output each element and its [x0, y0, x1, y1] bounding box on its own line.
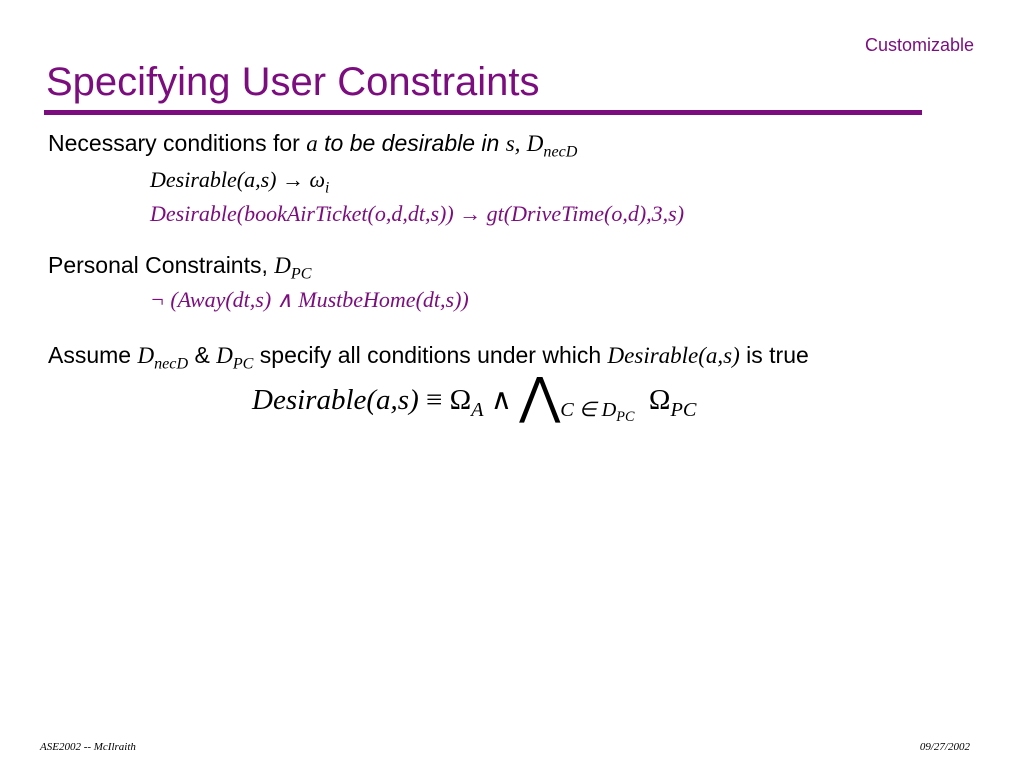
- assume-middle: specify all conditions under which: [253, 342, 608, 368]
- implies-arrow: →: [281, 167, 304, 192]
- dpc-symbol: $D_{PC}$: [274, 253, 312, 283]
- desirable-predicate: Desirable(a,s): [607, 343, 740, 368]
- assume-prefix: Assume: [48, 342, 138, 368]
- personal-intro: Personal Constraints,: [48, 252, 275, 278]
- title-underline: [44, 110, 922, 115]
- formula-lhs: Desirable(a,s): [252, 384, 419, 416]
- and-symbol: ∧: [490, 384, 513, 416]
- necessary-conditions-line: [48, 130, 578, 161]
- necd-symbol: $D_{necD}$: [526, 131, 578, 161]
- main-formula: [252, 368, 697, 426]
- big-conjunction: $⋀_{C \in D_{PC}}$: [519, 368, 635, 426]
- dpc-symbol: $D_{PC}$: [216, 343, 254, 373]
- necd-symbol: $D_{necD}$: [137, 343, 189, 373]
- personal-constraints-line: [48, 252, 312, 283]
- assume-suffix: is true: [739, 342, 809, 368]
- assume-amp: &: [188, 342, 217, 368]
- omega-pc: $\Omega_{PC}$: [648, 384, 697, 422]
- footer-author: ASE2002 -- McIlraith: [40, 741, 136, 753]
- desirable-general-rule: [150, 167, 330, 197]
- action-variable: a: [306, 131, 318, 156]
- necessary-intro: Necessary conditions for: [48, 130, 307, 156]
- situation-variable: s,: [505, 131, 521, 156]
- desirable-example-rule: [150, 201, 684, 227]
- footer-date: 09/27/2002: [919, 741, 970, 753]
- rule-example-rhs: gt(DriveTime(o,d),3,s): [486, 201, 685, 226]
- equivalence-symbol: ≡: [425, 384, 443, 416]
- assume-line: [48, 342, 809, 373]
- implies-arrow: →: [459, 201, 482, 226]
- necessary-mid: to be desirable in: [317, 130, 506, 156]
- slide-title: Specifying User Constraints: [46, 60, 540, 104]
- omega-a: $\Omega_A$: [449, 384, 484, 422]
- omega-i: $\omega_i$: [309, 167, 330, 197]
- personal-constraint-formula: ¬ (Away(dt,s) ∧ MustbeHome(dt,s)): [150, 287, 469, 312]
- slide-tag: Customizable: [864, 35, 974, 55]
- rule-example-lhs: Desirable(bookAirTicket(o,d,dt,s)): [150, 201, 454, 226]
- rule-general-lhs: Desirable(a,s): [150, 167, 277, 192]
